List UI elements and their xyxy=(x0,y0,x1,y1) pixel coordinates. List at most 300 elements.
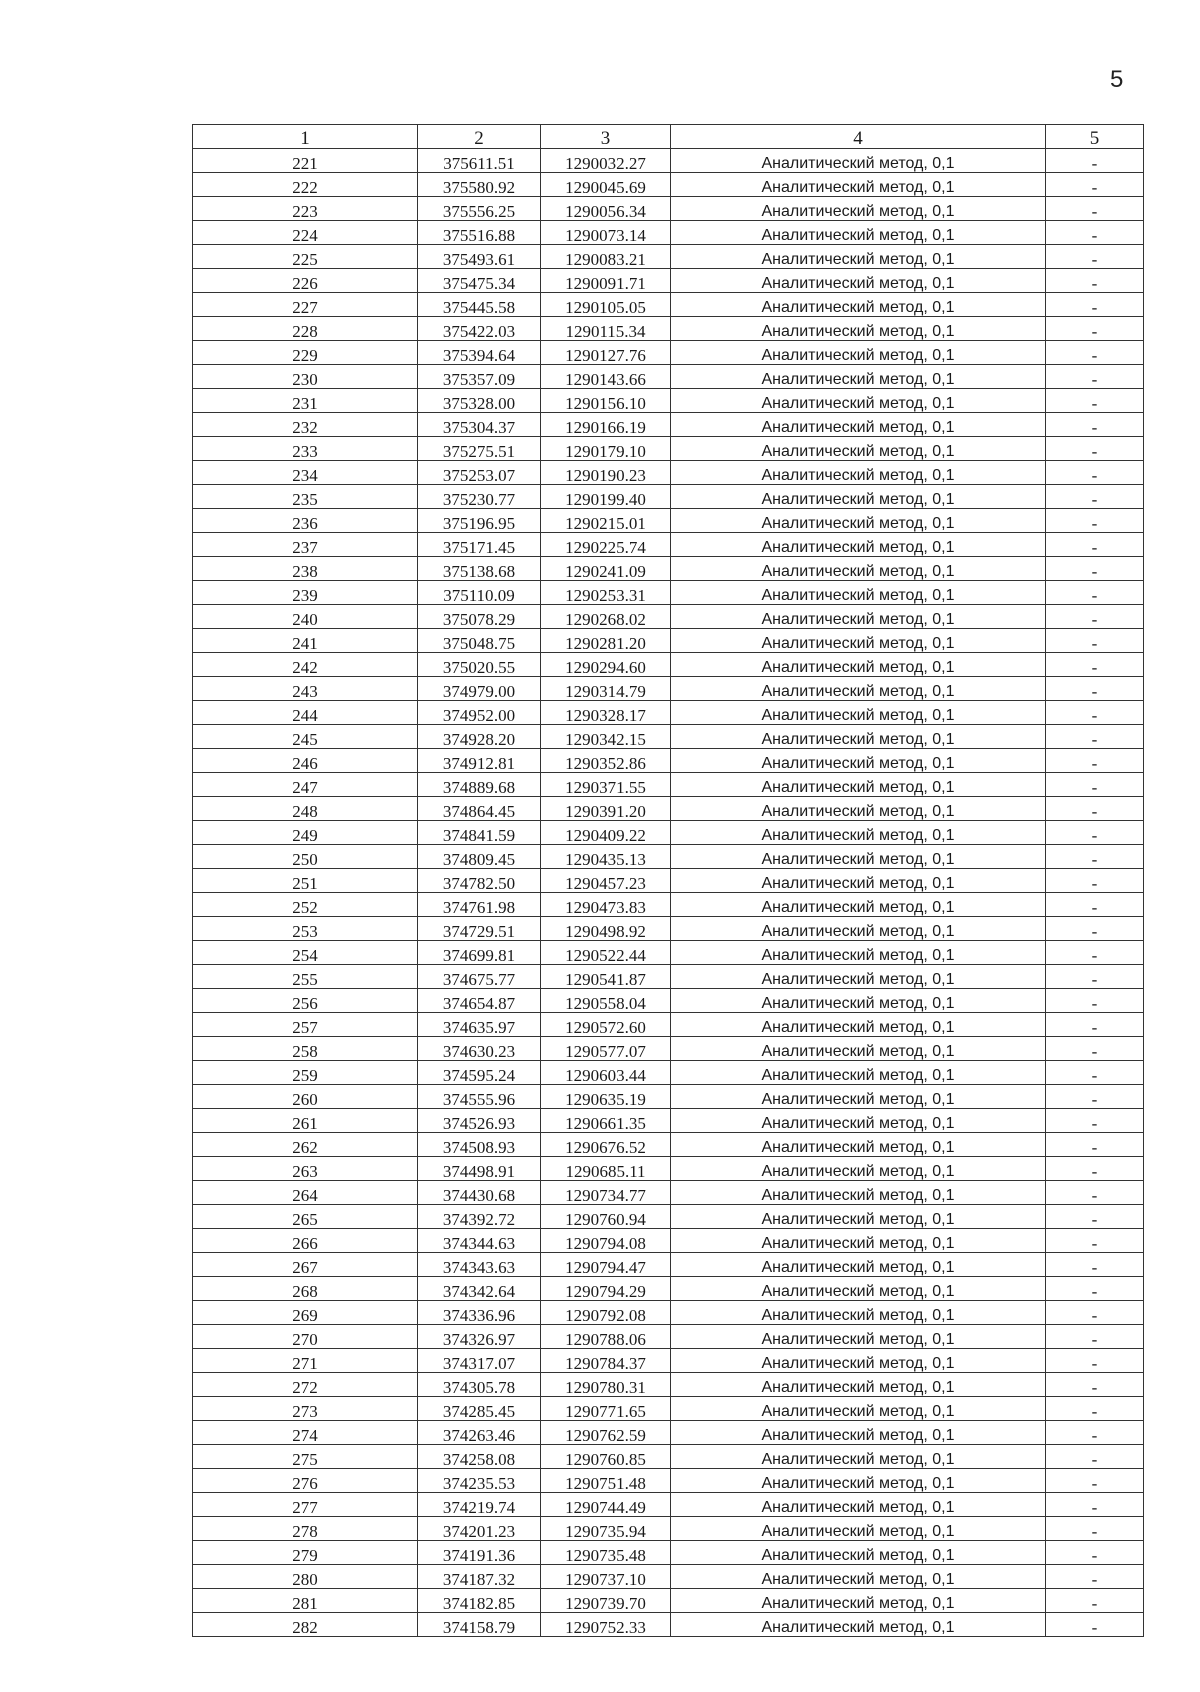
method-cell: Аналитический метод, 0,1 xyxy=(671,1037,1046,1061)
method-cell: Аналитический метод, 0,1 xyxy=(671,845,1046,869)
method-cell: Аналитический метод, 0,1 xyxy=(671,293,1046,317)
table-row xyxy=(193,317,1144,341)
header-row xyxy=(193,125,1144,149)
method-cell: Аналитический метод, 0,1 xyxy=(671,893,1046,917)
method-cell: Аналитический метод, 0,1 xyxy=(671,749,1046,773)
description-cell: - xyxy=(1046,533,1144,557)
method-cell: Аналитический метод, 0,1 xyxy=(671,677,1046,701)
method-cell: Аналитический метод, 0,1 xyxy=(671,1133,1046,1157)
x-coordinate-cell: 374187.32 xyxy=(418,1565,541,1589)
y-coordinate-cell: 1290760.85 xyxy=(541,1445,671,1469)
point-number-cell: 258 xyxy=(193,1037,418,1061)
y-coordinate-cell: 1290794.29 xyxy=(541,1277,671,1301)
description-cell: - xyxy=(1046,1349,1144,1373)
x-coordinate-cell: 374809.45 xyxy=(418,845,541,869)
x-coordinate-cell: 375078.29 xyxy=(418,605,541,629)
table-row xyxy=(193,701,1144,725)
method-cell: Аналитический метод, 0,1 xyxy=(671,989,1046,1013)
x-coordinate-cell: 374595.24 xyxy=(418,1061,541,1085)
header-col-x: 2 xyxy=(418,125,541,149)
point-number-cell: 233 xyxy=(193,437,418,461)
y-coordinate-cell: 1290792.08 xyxy=(541,1301,671,1325)
description-cell: - xyxy=(1046,869,1144,893)
table-row xyxy=(193,1133,1144,1157)
method-cell: Аналитический метод, 0,1 xyxy=(671,461,1046,485)
y-coordinate-cell: 1290739.70 xyxy=(541,1589,671,1613)
description-cell: - xyxy=(1046,197,1144,221)
description-cell: - xyxy=(1046,221,1144,245)
table-row xyxy=(193,1157,1144,1181)
x-coordinate-cell: 374654.87 xyxy=(418,989,541,1013)
method-cell: Аналитический метод, 0,1 xyxy=(671,1109,1046,1133)
description-cell: - xyxy=(1046,1613,1144,1637)
y-coordinate-cell: 1290744.49 xyxy=(541,1493,671,1517)
point-number-cell: 250 xyxy=(193,845,418,869)
header-col-point: 1 xyxy=(193,125,418,149)
y-coordinate-cell: 1290760.94 xyxy=(541,1205,671,1229)
y-coordinate-cell: 1290737.10 xyxy=(541,1565,671,1589)
table-row xyxy=(193,653,1144,677)
y-coordinate-cell: 1290032.27 xyxy=(541,149,671,173)
description-cell: - xyxy=(1046,797,1144,821)
y-coordinate-cell: 1290253.31 xyxy=(541,581,671,605)
point-number-cell: 241 xyxy=(193,629,418,653)
table-row xyxy=(193,1589,1144,1613)
x-coordinate-cell: 374555.96 xyxy=(418,1085,541,1109)
method-cell: Аналитический метод, 0,1 xyxy=(671,317,1046,341)
x-coordinate-cell: 374635.97 xyxy=(418,1013,541,1037)
description-cell: - xyxy=(1046,389,1144,413)
point-number-cell: 243 xyxy=(193,677,418,701)
x-coordinate-cell: 374263.46 xyxy=(418,1421,541,1445)
method-cell: Аналитический метод, 0,1 xyxy=(671,1085,1046,1109)
x-coordinate-cell: 374343.63 xyxy=(418,1253,541,1277)
point-number-cell: 274 xyxy=(193,1421,418,1445)
y-coordinate-cell: 1290788.06 xyxy=(541,1325,671,1349)
table-row xyxy=(193,1565,1144,1589)
description-cell: - xyxy=(1046,1109,1144,1133)
x-coordinate-cell: 374182.85 xyxy=(418,1589,541,1613)
point-number-cell: 251 xyxy=(193,869,418,893)
description-cell: - xyxy=(1046,1397,1144,1421)
table-row xyxy=(193,725,1144,749)
description-cell: - xyxy=(1046,1037,1144,1061)
method-cell: Аналитический метод, 0,1 xyxy=(671,629,1046,653)
point-number-cell: 269 xyxy=(193,1301,418,1325)
y-coordinate-cell: 1290115.34 xyxy=(541,317,671,341)
description-cell: - xyxy=(1046,653,1144,677)
y-coordinate-cell: 1290391.20 xyxy=(541,797,671,821)
point-number-cell: 229 xyxy=(193,341,418,365)
y-coordinate-cell: 1290179.10 xyxy=(541,437,671,461)
point-number-cell: 252 xyxy=(193,893,418,917)
method-cell: Аналитический метод, 0,1 xyxy=(671,269,1046,293)
description-cell: - xyxy=(1046,1517,1144,1541)
description-cell: - xyxy=(1046,941,1144,965)
table-row xyxy=(193,989,1144,1013)
method-cell: Аналитический метод, 0,1 xyxy=(671,1493,1046,1517)
y-coordinate-cell: 1290558.04 xyxy=(541,989,671,1013)
table-row xyxy=(193,245,1144,269)
method-cell: Аналитический метод, 0,1 xyxy=(671,797,1046,821)
table-row xyxy=(193,629,1144,653)
y-coordinate-cell: 1290780.31 xyxy=(541,1373,671,1397)
method-cell: Аналитический метод, 0,1 xyxy=(671,581,1046,605)
point-number-cell: 253 xyxy=(193,917,418,941)
description-cell: - xyxy=(1046,341,1144,365)
method-cell: Аналитический метод, 0,1 xyxy=(671,725,1046,749)
method-cell: Аналитический метод, 0,1 xyxy=(671,917,1046,941)
description-cell: - xyxy=(1046,437,1144,461)
description-cell: - xyxy=(1046,677,1144,701)
y-coordinate-cell: 1290371.55 xyxy=(541,773,671,797)
description-cell: - xyxy=(1046,917,1144,941)
method-cell: Аналитический метод, 0,1 xyxy=(671,1181,1046,1205)
x-coordinate-cell: 374158.79 xyxy=(418,1613,541,1637)
method-cell: Аналитический метод, 0,1 xyxy=(671,1013,1046,1037)
y-coordinate-cell: 1290751.48 xyxy=(541,1469,671,1493)
description-cell: - xyxy=(1046,269,1144,293)
table-row xyxy=(193,845,1144,869)
method-cell: Аналитический метод, 0,1 xyxy=(671,653,1046,677)
point-number-cell: 282 xyxy=(193,1613,418,1637)
x-coordinate-cell: 374979.00 xyxy=(418,677,541,701)
y-coordinate-cell: 1290676.52 xyxy=(541,1133,671,1157)
x-coordinate-cell: 375020.55 xyxy=(418,653,541,677)
x-coordinate-cell: 375110.09 xyxy=(418,581,541,605)
method-cell: Аналитический метод, 0,1 xyxy=(671,1301,1046,1325)
x-coordinate-cell: 375357.09 xyxy=(418,365,541,389)
x-coordinate-cell: 375196.95 xyxy=(418,509,541,533)
table-row xyxy=(193,413,1144,437)
x-coordinate-cell: 374344.63 xyxy=(418,1229,541,1253)
page-number: 5 xyxy=(1110,66,1124,93)
y-coordinate-cell: 1290328.17 xyxy=(541,701,671,725)
table-row xyxy=(193,1061,1144,1085)
x-coordinate-cell: 374782.50 xyxy=(418,869,541,893)
point-number-cell: 281 xyxy=(193,1589,418,1613)
table-row xyxy=(193,173,1144,197)
y-coordinate-cell: 1290156.10 xyxy=(541,389,671,413)
method-cell: Аналитический метод, 0,1 xyxy=(671,1541,1046,1565)
method-cell: Аналитический метод, 0,1 xyxy=(671,437,1046,461)
point-number-cell: 223 xyxy=(193,197,418,221)
table-row xyxy=(193,1253,1144,1277)
point-number-cell: 280 xyxy=(193,1565,418,1589)
x-coordinate-cell: 374336.96 xyxy=(418,1301,541,1325)
description-cell: - xyxy=(1046,245,1144,269)
y-coordinate-cell: 1290635.19 xyxy=(541,1085,671,1109)
table-row xyxy=(193,893,1144,917)
x-coordinate-cell: 375138.68 xyxy=(418,557,541,581)
table-row xyxy=(193,293,1144,317)
table-row xyxy=(193,509,1144,533)
method-cell: Аналитический метод, 0,1 xyxy=(671,1229,1046,1253)
method-cell: Аналитический метод, 0,1 xyxy=(671,1397,1046,1421)
coordinates-table xyxy=(192,124,1144,1637)
point-number-cell: 242 xyxy=(193,653,418,677)
method-cell: Аналитический метод, 0,1 xyxy=(671,821,1046,845)
description-cell: - xyxy=(1046,173,1144,197)
header-col-description: 5 xyxy=(1046,125,1144,149)
y-coordinate-cell: 1290572.60 xyxy=(541,1013,671,1037)
y-coordinate-cell: 1290762.59 xyxy=(541,1421,671,1445)
x-coordinate-cell: 375304.37 xyxy=(418,413,541,437)
y-coordinate-cell: 1290143.66 xyxy=(541,365,671,389)
x-coordinate-cell: 374889.68 xyxy=(418,773,541,797)
method-cell: Аналитический метод, 0,1 xyxy=(671,965,1046,989)
table-row xyxy=(193,557,1144,581)
point-number-cell: 227 xyxy=(193,293,418,317)
x-coordinate-cell: 374201.23 xyxy=(418,1517,541,1541)
point-number-cell: 237 xyxy=(193,533,418,557)
description-cell: - xyxy=(1046,1229,1144,1253)
method-cell: Аналитический метод, 0,1 xyxy=(671,149,1046,173)
table-row xyxy=(193,773,1144,797)
description-cell: - xyxy=(1046,149,1144,173)
x-coordinate-cell: 375171.45 xyxy=(418,533,541,557)
table-row xyxy=(193,1541,1144,1565)
point-number-cell: 266 xyxy=(193,1229,418,1253)
point-number-cell: 272 xyxy=(193,1373,418,1397)
method-cell: Аналитический метод, 0,1 xyxy=(671,341,1046,365)
table-row xyxy=(193,1469,1144,1493)
point-number-cell: 264 xyxy=(193,1181,418,1205)
x-coordinate-cell: 375422.03 xyxy=(418,317,541,341)
x-coordinate-cell: 374864.45 xyxy=(418,797,541,821)
y-coordinate-cell: 1290268.02 xyxy=(541,605,671,629)
table-row xyxy=(193,1349,1144,1373)
x-coordinate-cell: 374699.81 xyxy=(418,941,541,965)
y-coordinate-cell: 1290661.35 xyxy=(541,1109,671,1133)
x-coordinate-cell: 374219.74 xyxy=(418,1493,541,1517)
description-cell: - xyxy=(1046,509,1144,533)
point-number-cell: 225 xyxy=(193,245,418,269)
method-cell: Аналитический метод, 0,1 xyxy=(671,413,1046,437)
y-coordinate-cell: 1290735.94 xyxy=(541,1517,671,1541)
point-number-cell: 247 xyxy=(193,773,418,797)
y-coordinate-cell: 1290435.13 xyxy=(541,845,671,869)
description-cell: - xyxy=(1046,701,1144,725)
point-number-cell: 240 xyxy=(193,605,418,629)
x-coordinate-cell: 374508.93 xyxy=(418,1133,541,1157)
y-coordinate-cell: 1290083.21 xyxy=(541,245,671,269)
description-cell: - xyxy=(1046,485,1144,509)
x-coordinate-cell: 375394.64 xyxy=(418,341,541,365)
x-coordinate-cell: 374526.93 xyxy=(418,1109,541,1133)
point-number-cell: 271 xyxy=(193,1349,418,1373)
x-coordinate-cell: 374285.45 xyxy=(418,1397,541,1421)
description-cell: - xyxy=(1046,1133,1144,1157)
description-cell: - xyxy=(1046,1013,1144,1037)
y-coordinate-cell: 1290794.47 xyxy=(541,1253,671,1277)
x-coordinate-cell: 374841.59 xyxy=(418,821,541,845)
x-coordinate-cell: 374258.08 xyxy=(418,1445,541,1469)
table-row xyxy=(193,365,1144,389)
point-number-cell: 256 xyxy=(193,989,418,1013)
description-cell: - xyxy=(1046,605,1144,629)
table-row xyxy=(193,749,1144,773)
point-number-cell: 222 xyxy=(193,173,418,197)
description-cell: - xyxy=(1046,1373,1144,1397)
y-coordinate-cell: 1290352.86 xyxy=(541,749,671,773)
point-number-cell: 278 xyxy=(193,1517,418,1541)
point-number-cell: 239 xyxy=(193,581,418,605)
table-row xyxy=(193,485,1144,509)
point-number-cell: 236 xyxy=(193,509,418,533)
table-row xyxy=(193,941,1144,965)
description-cell: - xyxy=(1046,1589,1144,1613)
y-coordinate-cell: 1290105.05 xyxy=(541,293,671,317)
table-row xyxy=(193,1013,1144,1037)
description-cell: - xyxy=(1046,1061,1144,1085)
point-number-cell: 265 xyxy=(193,1205,418,1229)
description-cell: - xyxy=(1046,893,1144,917)
description-cell: - xyxy=(1046,1253,1144,1277)
x-coordinate-cell: 375611.51 xyxy=(418,149,541,173)
point-number-cell: 268 xyxy=(193,1277,418,1301)
description-cell: - xyxy=(1046,1565,1144,1589)
table-row xyxy=(193,1493,1144,1517)
point-number-cell: 232 xyxy=(193,413,418,437)
point-number-cell: 234 xyxy=(193,461,418,485)
description-cell: - xyxy=(1046,989,1144,1013)
point-number-cell: 279 xyxy=(193,1541,418,1565)
description-cell: - xyxy=(1046,1181,1144,1205)
point-number-cell: 226 xyxy=(193,269,418,293)
method-cell: Аналитический метод, 0,1 xyxy=(671,1421,1046,1445)
x-coordinate-cell: 374928.20 xyxy=(418,725,541,749)
table-row xyxy=(193,677,1144,701)
point-number-cell: 245 xyxy=(193,725,418,749)
y-coordinate-cell: 1290314.79 xyxy=(541,677,671,701)
x-coordinate-cell: 374392.72 xyxy=(418,1205,541,1229)
description-cell: - xyxy=(1046,581,1144,605)
x-coordinate-cell: 374761.98 xyxy=(418,893,541,917)
table-row xyxy=(193,197,1144,221)
table-row xyxy=(193,1229,1144,1253)
y-coordinate-cell: 1290735.48 xyxy=(541,1541,671,1565)
table-row xyxy=(193,341,1144,365)
y-coordinate-cell: 1290225.74 xyxy=(541,533,671,557)
method-cell: Аналитический метод, 0,1 xyxy=(671,173,1046,197)
point-number-cell: 231 xyxy=(193,389,418,413)
x-coordinate-cell: 375048.75 xyxy=(418,629,541,653)
header-col-y: 3 xyxy=(541,125,671,149)
point-number-cell: 221 xyxy=(193,149,418,173)
point-number-cell: 257 xyxy=(193,1013,418,1037)
x-coordinate-cell: 375328.00 xyxy=(418,389,541,413)
y-coordinate-cell: 1290294.60 xyxy=(541,653,671,677)
table-row xyxy=(193,1085,1144,1109)
method-cell: Аналитический метод, 0,1 xyxy=(671,509,1046,533)
description-cell: - xyxy=(1046,1301,1144,1325)
table-row xyxy=(193,1301,1144,1325)
method-cell: Аналитический метод, 0,1 xyxy=(671,245,1046,269)
method-cell: Аналитический метод, 0,1 xyxy=(671,1565,1046,1589)
point-number-cell: 260 xyxy=(193,1085,418,1109)
y-coordinate-cell: 1290241.09 xyxy=(541,557,671,581)
point-number-cell: 254 xyxy=(193,941,418,965)
y-coordinate-cell: 1290056.34 xyxy=(541,197,671,221)
table-row xyxy=(193,605,1144,629)
table-row xyxy=(193,797,1144,821)
point-number-cell: 235 xyxy=(193,485,418,509)
x-coordinate-cell: 374317.07 xyxy=(418,1349,541,1373)
point-number-cell: 244 xyxy=(193,701,418,725)
point-number-cell: 224 xyxy=(193,221,418,245)
point-number-cell: 259 xyxy=(193,1061,418,1085)
table-row xyxy=(193,461,1144,485)
description-cell: - xyxy=(1046,557,1144,581)
point-number-cell: 230 xyxy=(193,365,418,389)
point-number-cell: 270 xyxy=(193,1325,418,1349)
y-coordinate-cell: 1290541.87 xyxy=(541,965,671,989)
method-cell: Аналитический метод, 0,1 xyxy=(671,1277,1046,1301)
y-coordinate-cell: 1290498.92 xyxy=(541,917,671,941)
method-cell: Аналитический метод, 0,1 xyxy=(671,557,1046,581)
table-body xyxy=(193,149,1144,1637)
table-header xyxy=(193,125,1144,149)
point-number-cell: 273 xyxy=(193,1397,418,1421)
description-cell: - xyxy=(1046,1325,1144,1349)
y-coordinate-cell: 1290603.44 xyxy=(541,1061,671,1085)
point-number-cell: 267 xyxy=(193,1253,418,1277)
method-cell: Аналитический метод, 0,1 xyxy=(671,701,1046,725)
x-coordinate-cell: 374630.23 xyxy=(418,1037,541,1061)
x-coordinate-cell: 374191.36 xyxy=(418,1541,541,1565)
method-cell: Аналитический метод, 0,1 xyxy=(671,1589,1046,1613)
x-coordinate-cell: 374235.53 xyxy=(418,1469,541,1493)
y-coordinate-cell: 1290771.65 xyxy=(541,1397,671,1421)
x-coordinate-cell: 375253.07 xyxy=(418,461,541,485)
table-row xyxy=(193,1517,1144,1541)
table-row xyxy=(193,917,1144,941)
description-cell: - xyxy=(1046,293,1144,317)
y-coordinate-cell: 1290342.15 xyxy=(541,725,671,749)
method-cell: Аналитический метод, 0,1 xyxy=(671,1253,1046,1277)
table-row xyxy=(193,1397,1144,1421)
table-row xyxy=(193,533,1144,557)
y-coordinate-cell: 1290190.23 xyxy=(541,461,671,485)
y-coordinate-cell: 1290215.01 xyxy=(541,509,671,533)
description-cell: - xyxy=(1046,773,1144,797)
method-cell: Аналитический метод, 0,1 xyxy=(671,869,1046,893)
y-coordinate-cell: 1290127.76 xyxy=(541,341,671,365)
table-row xyxy=(193,1613,1144,1637)
table-row xyxy=(193,1325,1144,1349)
y-coordinate-cell: 1290784.37 xyxy=(541,1349,671,1373)
method-cell: Аналитический метод, 0,1 xyxy=(671,1469,1046,1493)
description-cell: - xyxy=(1046,317,1144,341)
x-coordinate-cell: 375580.92 xyxy=(418,173,541,197)
table-row xyxy=(193,389,1144,413)
y-coordinate-cell: 1290045.69 xyxy=(541,173,671,197)
x-coordinate-cell: 374305.78 xyxy=(418,1373,541,1397)
y-coordinate-cell: 1290073.14 xyxy=(541,221,671,245)
table-row xyxy=(193,1445,1144,1469)
description-cell: - xyxy=(1046,1469,1144,1493)
table-row xyxy=(193,821,1144,845)
description-cell: - xyxy=(1046,749,1144,773)
description-cell: - xyxy=(1046,1085,1144,1109)
y-coordinate-cell: 1290281.20 xyxy=(541,629,671,653)
method-cell: Аналитический метод, 0,1 xyxy=(671,1445,1046,1469)
description-cell: - xyxy=(1046,1421,1144,1445)
point-number-cell: 246 xyxy=(193,749,418,773)
x-coordinate-cell: 375445.58 xyxy=(418,293,541,317)
method-cell: Аналитический метод, 0,1 xyxy=(671,1157,1046,1181)
